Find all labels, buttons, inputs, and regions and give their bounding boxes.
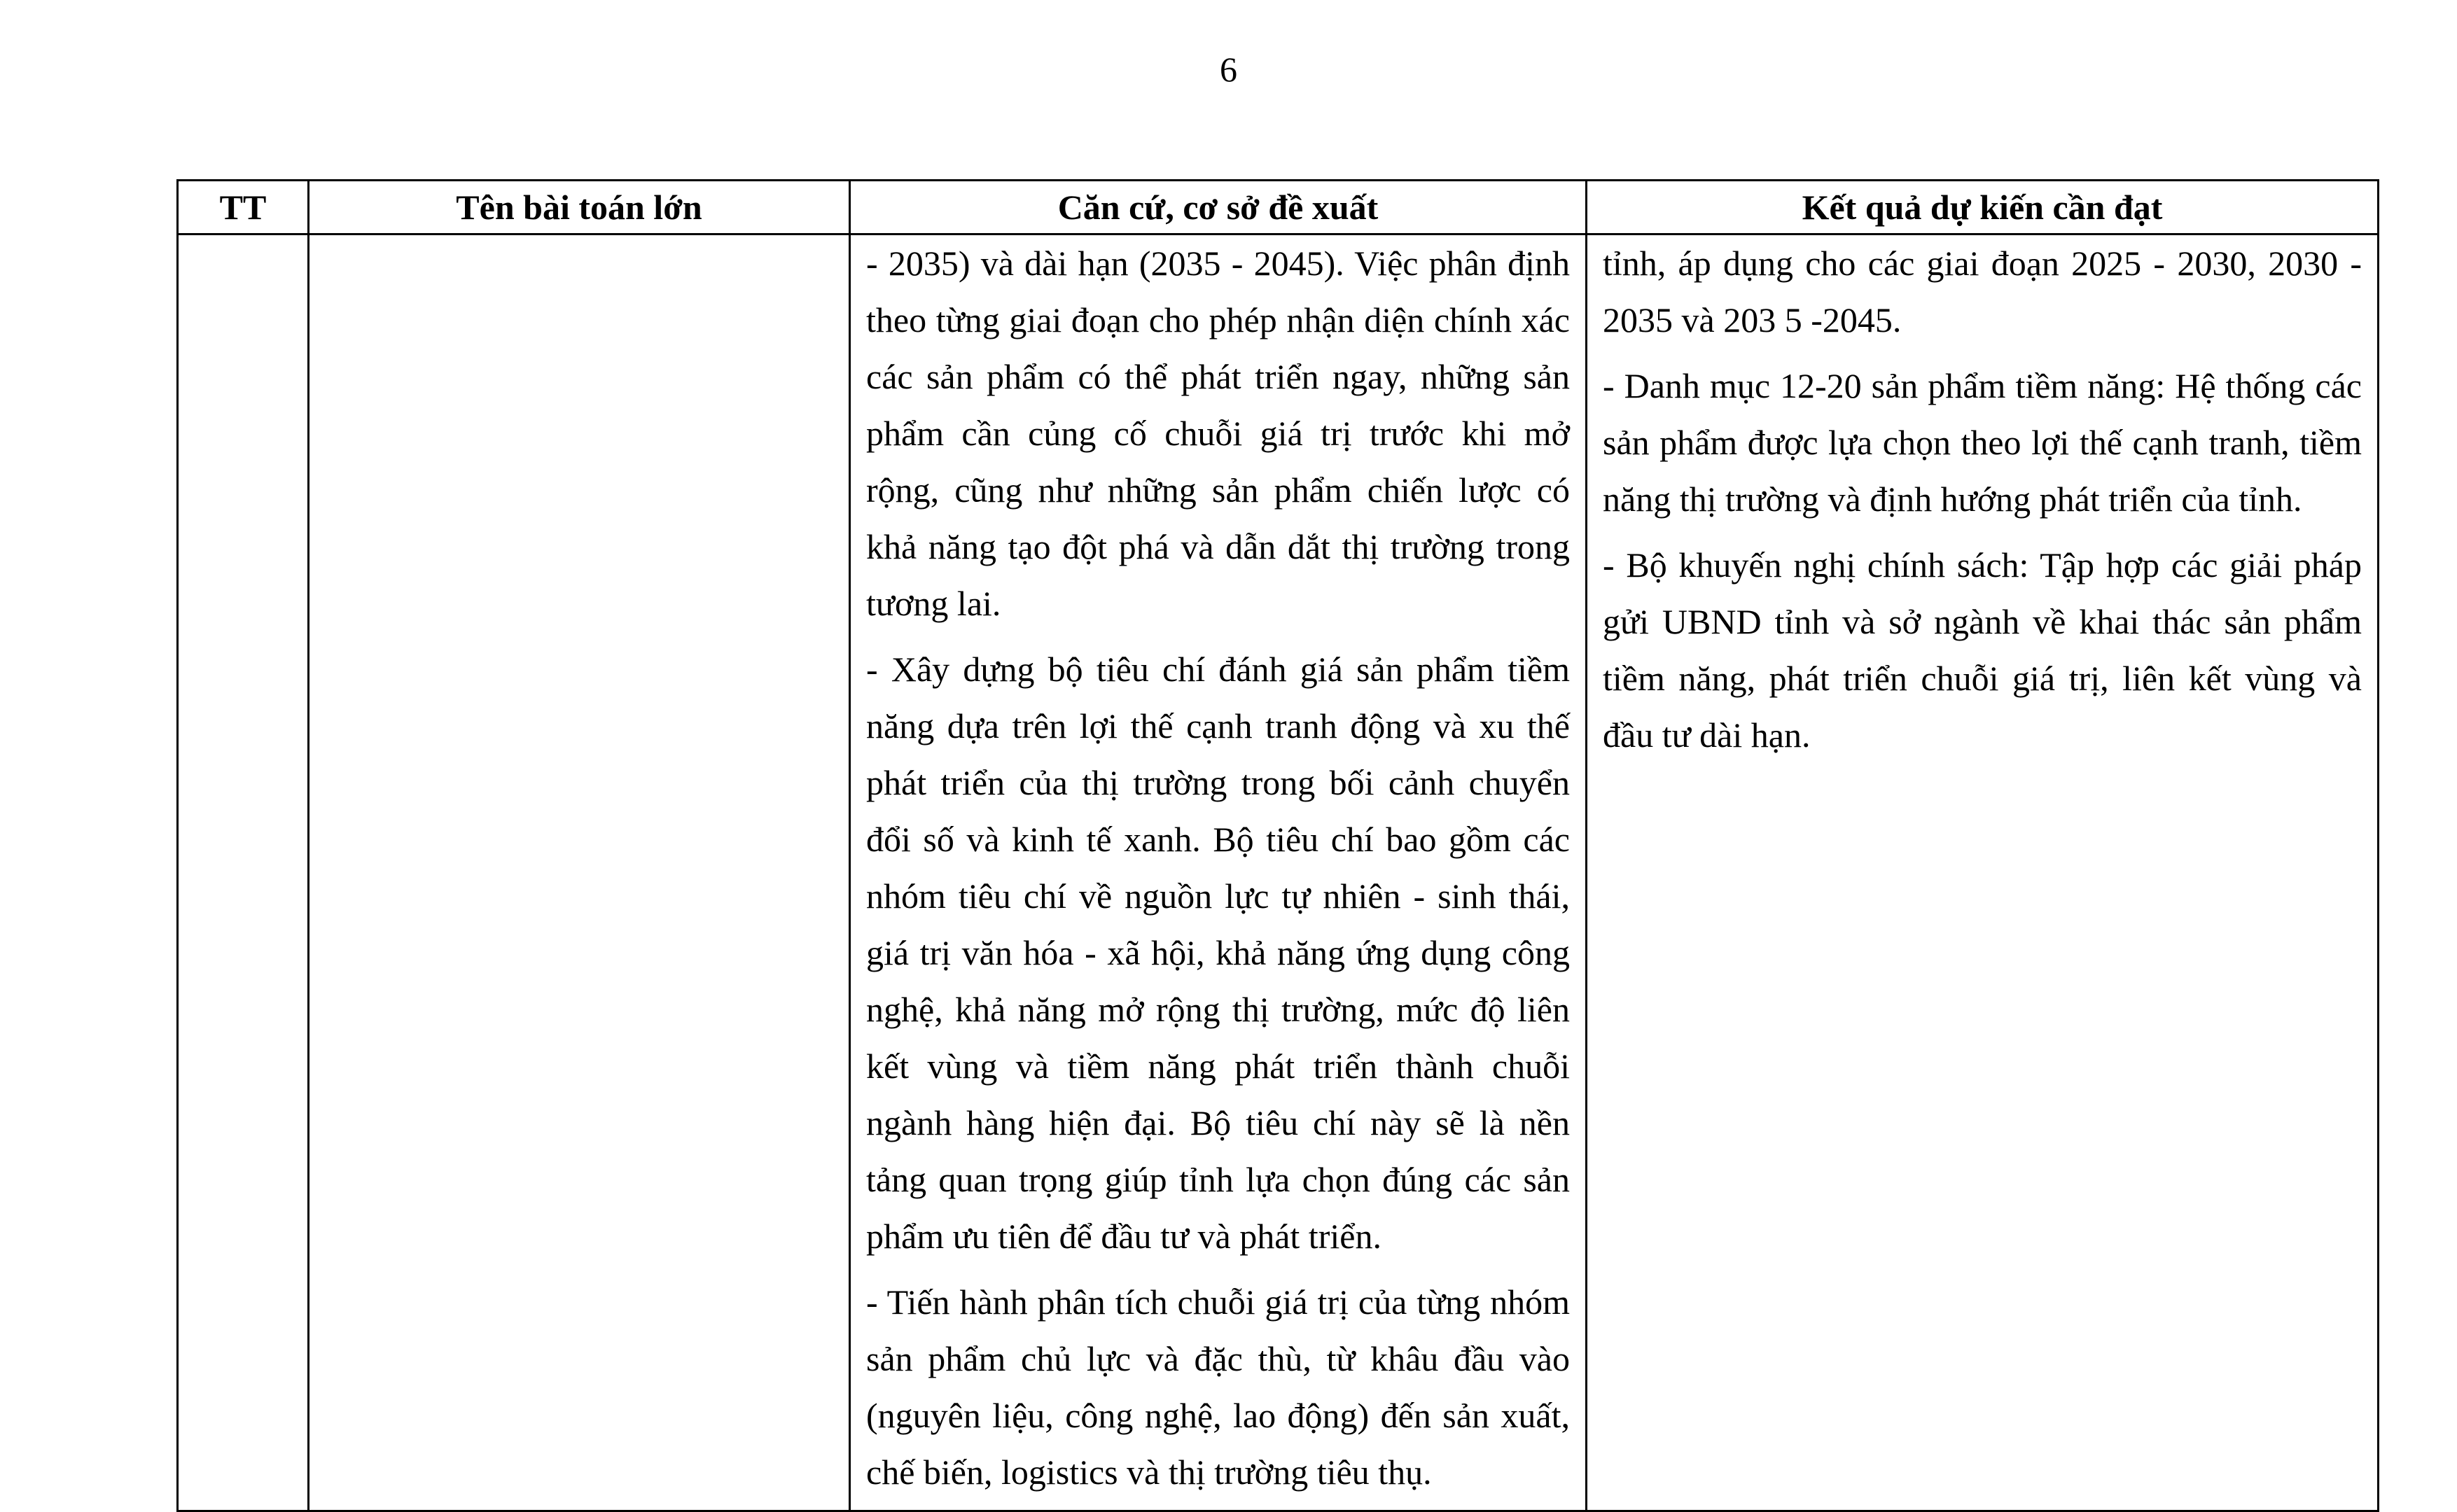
table-header-row: [178, 181, 2379, 234]
table-row: [178, 234, 2379, 1511]
result-paragraph: - Bộ khuyến nghị chính sách: Tập hợp các giải pháp gửi UBND tỉnh và sở ngành về khai thác sản phẩm tiềm năng, phát triển chuỗi giá trị, liên kết vùng và đầu tư dài hạn.: [1603, 545, 2362, 755]
cell-proposal-basis: [850, 234, 1587, 1511]
header-problem-name: Tên bài toán lớn: [309, 181, 850, 234]
result-paragraph: - Danh mục 12-20 sản phẩm tiềm năng: Hệ thống các sản phẩm được lựa chọn theo lợi thế cạnh tranh, tiềm năng thị trường và định hướng phát triển của tỉnh.: [1603, 366, 2362, 519]
cell-tt: [178, 234, 309, 1511]
basis-paragraph: - Xây dựng bộ tiêu chí đánh giá sản phẩm tiềm năng dựa trên lợi thế cạnh tranh động và xu thế phát triển của thị trường trong bối cảnh chuyển đổi số và kinh tế xanh. Bộ tiêu chí bao gồm các nhóm tiêu chí về nguồn lực tự nhiên - sinh thái, giá trị văn hóa - xã hội, khả năng ứng dụng công nghệ, khả năng mở rộng thị trường, mức độ liên kết vùng và tiềm năng phát triển thành chuỗi ngành hàng hiện đại. Bộ tiêu chí này sẽ là nền tảng quan trọng giúp tỉnh lựa chọn đúng các sản phẩm ưu tiên để đầu tư và phát triển.: [866, 650, 1570, 1256]
page-number: 6: [1220, 50, 1237, 89]
cell-expected-results: [1587, 234, 2379, 1511]
header-proposal-basis: Căn cứ, cơ sở đề xuất: [850, 181, 1587, 234]
cell-problem-name: [309, 234, 850, 1511]
basis-paragraph: - Tiến hành phân tích chuỗi giá trị của từng nhóm sản phẩm chủ lực và đặc thù, từ khâu đầu vào (nguyên liệu, công nghệ, lao động) đến sản xuất, chế biến, logistics và thị trường tiêu thụ.: [866, 1282, 1570, 1492]
result-paragraph: tỉnh, áp dụng cho các giai đoạn 2025 - 2030, 2030 - 2035 và 203 5 -2045.: [1603, 244, 2362, 340]
basis-paragraph: - 2035) và dài hạn (2035 - 2045). Việc phân định theo từng giai đoạn cho phép nhận diện chính xác các sản phẩm có thể phát triển ngay, những sản phẩm cần củng cố chuỗi giá trị trước khi mở rộng, cũng như những sản phẩm chiến lược có khả năng tạo đột phá và dẫn dắt thị trường trong tương lai.: [866, 244, 1570, 623]
proposal-table: [176, 179, 2379, 1512]
header-expected-results: Kết quả dự kiến cần đạt: [1587, 181, 2379, 234]
header-tt: TT: [178, 181, 309, 234]
